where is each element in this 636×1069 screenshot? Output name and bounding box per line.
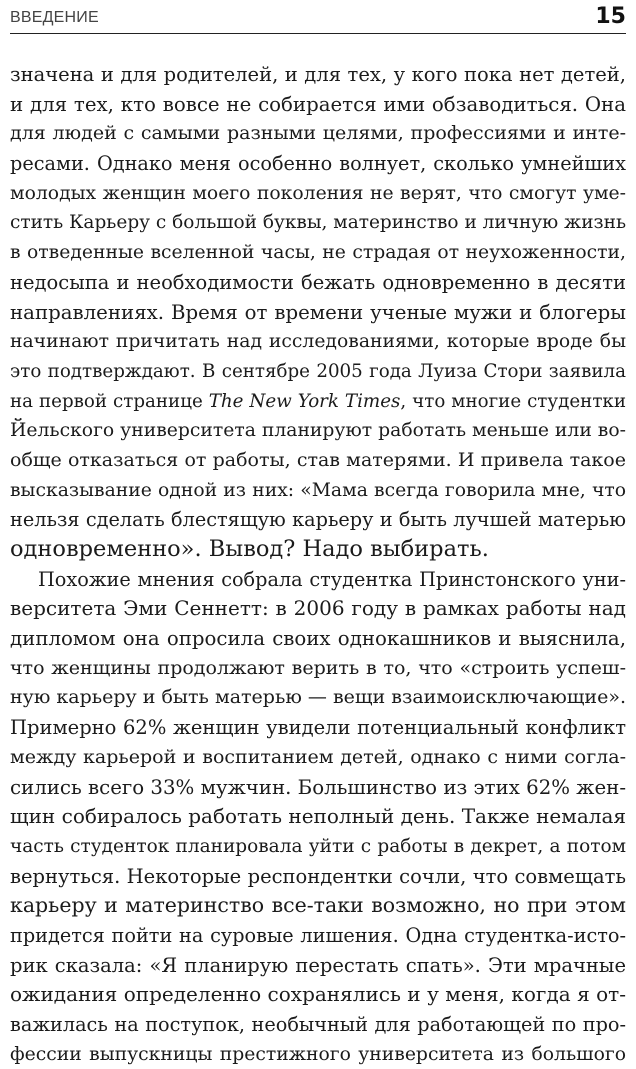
text-line-with-title	[10, 387, 626, 417]
text-line: дипломом она опросила своих однокашников и выяснила,	[10, 627, 626, 651]
running-header	[10, 0, 626, 34]
paragraph-last-line: одновременно». Вывод? Надо выбирать.	[10, 536, 489, 562]
text-line: часть студенток планировала уйти с работы в декрет, а потом	[10, 835, 626, 857]
text-line: ожидания определенно сохранялись и у меня, когда я от-	[10, 982, 626, 1007]
text-line: это подтверждают. В сентябре 2005 года Луиза Стори заявила	[10, 360, 626, 382]
text-line: направлениях. Время от времени ученые мужи и блогеры	[10, 300, 626, 324]
text-line: важилась на поступок, необычный для работающей по про-	[10, 1013, 626, 1036]
text-line: и для тех, кто вовсе не собирается ими обзаводиться. Она	[10, 92, 626, 116]
text-line: в отведенные вселенной часы, не страдая от неухоженности,	[10, 242, 626, 264]
text-line: Примерно 62% женщин увидели потенциальный конфликт	[10, 716, 626, 740]
newspaper-title: The New York Times	[208, 390, 401, 412]
text-line: высказывание одной из них: «Мама всегда говорила мне, что	[10, 479, 626, 501]
text-line: обще отказаться от работы, став матерями. И привела такое	[10, 448, 626, 471]
text-segment: на первой странице	[10, 390, 209, 412]
text-line: ресами. Однако меня особенно волнует, сколько умнейших	[10, 152, 626, 176]
text-line: сились всего 33% мужчин. Большинство из этих 62% жен-	[10, 775, 626, 799]
text-line: стить Карьеру с большой буквы, материнство и личную жизнь	[10, 212, 626, 234]
page-number: 15	[595, 4, 626, 29]
text-line: фессии выпускницы престижного университета из большого	[10, 1043, 626, 1065]
text-line: молодых женщин моего поколения не верят, что смогут уме-	[10, 182, 626, 204]
section-title: ВВЕДЕНИЕ	[10, 9, 99, 26]
text-line: придется пойти на суровые лишения. Одна студентка-исто-	[10, 923, 626, 947]
header-rule	[10, 33, 626, 34]
text-line: нельзя сделать блестящую карьеру и быть лучшей матерью	[10, 508, 626, 532]
body-text	[10, 60, 626, 1069]
text-line: недосыпа и необходимости бежать одновременно в десяти	[10, 270, 626, 294]
text-line: рик сказала: «Я планирую перестать спать». Эти мрачные	[10, 953, 626, 977]
text-line: между карьерой и воспитанием детей, однако с ними согла-	[10, 745, 626, 768]
text-line: значена и для родителей, и для тех, у кого пока нет детей,	[10, 63, 626, 86]
text-line: что женщины продолжают верить в то, что «строить успеш-	[10, 656, 626, 679]
paragraph-first-line: Похожие мнения собрала студентка Принстонского уни-	[38, 567, 626, 591]
text-line: вернуться. Некоторые респондентки сочли, что совмещать	[10, 864, 626, 888]
text-line: для людей с самыми разными целями, профессиями и инте-	[10, 122, 626, 145]
text-line: карьеру и материнство все-таки возможно, но при этом	[10, 893, 626, 918]
text-line: щин собиралось работать неполный день. Также немалая	[10, 804, 626, 829]
text-line: Йельского университета планируют работать меньше или во-	[10, 420, 626, 442]
text-line: верситета Эми Сеннетт: в 2006 году в рамках работы над	[10, 596, 626, 621]
text-line: ную карьеру и быть матерью — вещи взаимоисключающие».	[10, 686, 626, 709]
text-segment: , что многие студентки	[400, 390, 626, 412]
text-line: начинают причитать над исследованиями, которые вроде бы	[10, 331, 626, 353]
